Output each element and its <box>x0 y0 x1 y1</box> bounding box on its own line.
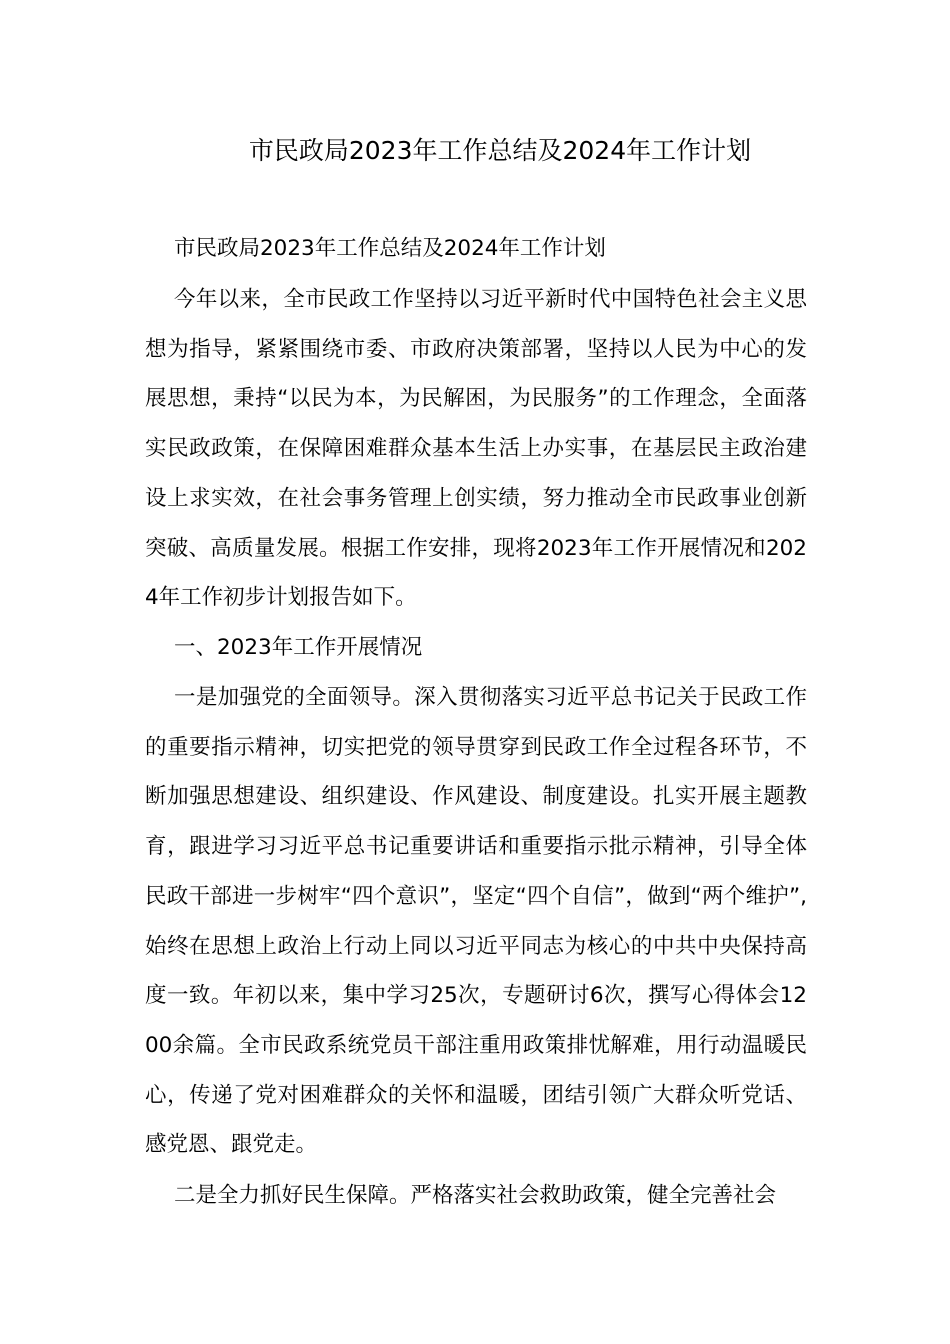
subtitle-paragraph: 市民政局2023年工作总结及2024年工作计划 <box>174 236 606 261</box>
document-title: 市民政局2023年工作总结及2024年工作计划 <box>248 136 752 165</box>
livelihood-paragraph: 二是全力抓好民生保障。严格落实社会救助政策，健全完善社会 <box>174 1183 777 1208</box>
intro-paragraph: 今年以来，全市民政工作坚持以习近平新时代中国特色社会主义思想为指导，紧紧围绕市委、市政府决策部署，坚持以人民为中心的发展思想，秉持“以民为本，为民解困，为民服务”的工作理念，全面落实民政政策，在保障困难群众基本生活上办实事，在基层民主政治建设上求实效，在社会事务管理上创实绩，努力推动全市民政事业创新突破、高质量发展。根据工作安排，现将2023年工作开展情况和2024年工作初步计划报告如下。 <box>145 287 807 611</box>
party-leadership-paragraph: 一是加强党的全面领导。深入贯彻落实习近平总书记关于民政工作的重要指示精神，切实把党的领导贯穿到民政工作全过程各环节，不断加强思想建设、组织建设、作风建设、制度建设。扎实开展主题教育，跟进学习习近平总书记重要讲话和重要指示批示精神，引导全体民政干部进一步树牢“四个意识”，坚定“四个自信”，做到“两个维护”,始终在思想上政治上行动上同以习近平同志为核心的中共中央保持高度一致。年初以来，集中学习25次，专题研讨6次，撰写心得体会1200余篇。全市民政系统党员干部注重用政策排忧解难，用行动温暖民心，传递了党对困难群众的关怀和温暖，团结引领广大群众听党话、感党恩、跟党走。 <box>145 685 807 1158</box>
section-heading-2023: 一、2023年工作开展情况 <box>174 635 423 660</box>
